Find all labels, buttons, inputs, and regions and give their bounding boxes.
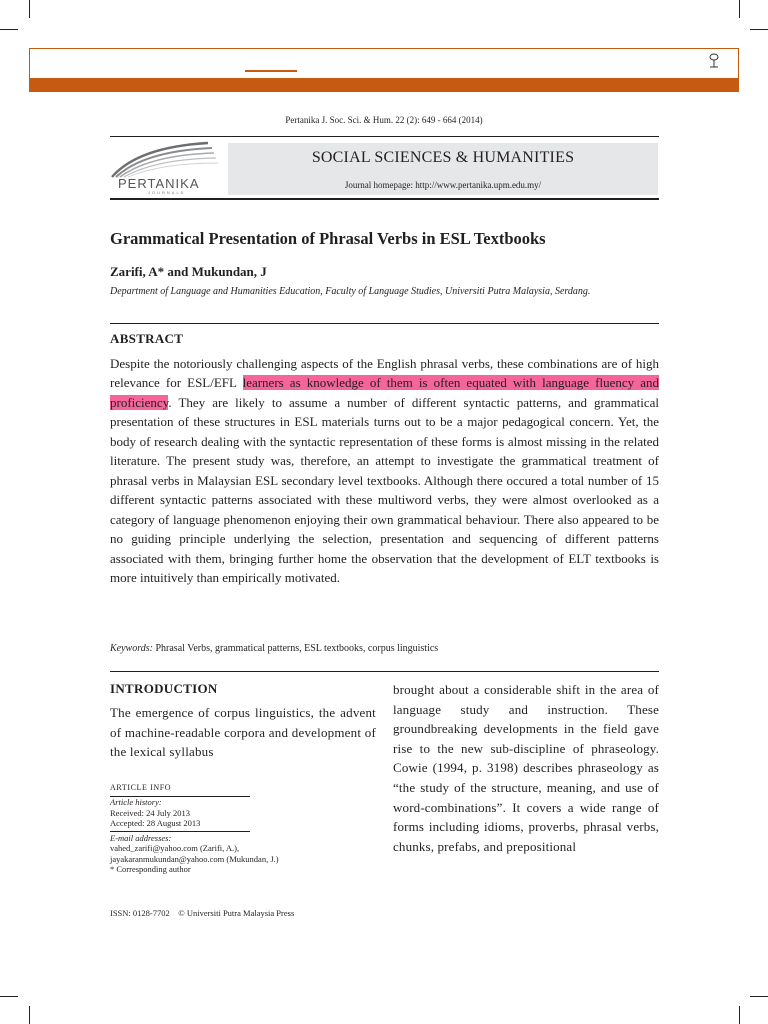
email-mukundan: jayakaranmukundan@yahoo.com (Mukundan, J.)	[110, 853, 279, 864]
paper-authors: Zarifi, A* and Mukundan, J	[110, 264, 267, 279]
header-tick	[245, 70, 297, 72]
header-band	[29, 48, 739, 78]
keywords-rule	[110, 671, 659, 672]
article-info-heading: ARTICLE INFO	[110, 783, 172, 792]
introduction-heading: INTRODUCTION	[110, 681, 218, 696]
abstract-heading: ABSTRACT	[110, 331, 184, 346]
logo-swoosh-icon	[108, 139, 226, 179]
header-rule-bottom	[110, 198, 659, 200]
header-orange-bar	[29, 78, 739, 92]
issn-footer	[110, 908, 294, 918]
abstract-rule	[110, 323, 659, 324]
received-date: Received: 24 July 2013	[110, 807, 191, 818]
journal-banner	[228, 143, 658, 195]
issn: ISSN: 0128-7702	[110, 908, 170, 918]
abstract-text-start: Despite the notoriously challenging aspects of the English phrasal verbs, these combinations are of high relevance for ESL/EFL	[110, 356, 659, 391]
tree-icon	[708, 53, 720, 73]
accepted-date: Accepted: 28 August 2013	[110, 818, 201, 828]
crop-mark-bottom-right	[739, 1006, 740, 1024]
article-info	[110, 797, 279, 875]
article-history-label: Article history:	[110, 797, 162, 807]
crop-mark-top-right	[739, 0, 740, 18]
paper-affiliation: Department of Language and Humanities Education, Faculty of Language Studies, Universiti Putra Malaysia, Serdang.	[110, 286, 591, 297]
abstract-highlight: learners as knowledge of them is often equated with language fluency and proficiency	[110, 375, 659, 410]
keywords-text: Phrasal Verbs, grammatical patterns, ESL textbooks, corpus linguistics	[155, 643, 439, 654]
crop-mark-right-top	[750, 29, 768, 30]
crop-mark-left-top	[0, 29, 18, 30]
keywords	[110, 643, 438, 654]
email-zarifi: vahed_zarifi@yahoo.com (Zarifi, A.),	[110, 843, 240, 853]
crop-mark-left-bottom	[0, 996, 18, 997]
pertanika-logo	[108, 139, 226, 199]
crop-mark-bottom-left	[29, 1006, 30, 1024]
email-rule	[110, 831, 250, 832]
introduction-right-column: brought about a considerable shift in the area of language study and instruction. These groundbreaking developments in the field gave rise to the new sub-discipline of phraseology. Cowie (1994, p. 3198) describes phraseology as “the study of the structure, meaning, and use of word-combinations”. It covers a wide range of forms including idioms, proverbs, phrasal verbs, chunks, prefabs, and prepositional	[393, 682, 659, 854]
introduction-left-column: The emergence of corpus linguistics, the advent of machine-readable corpora and development of the lexical syllabus	[110, 705, 376, 760]
logo-subtitle: JOURNALS	[148, 190, 186, 195]
journal-homepage: Journal homepage: http://www.pertanika.upm.edu.my/	[344, 180, 542, 190]
crop-mark-right-bottom	[750, 996, 768, 997]
abstract-text-end: . They are likely to assume a number of different syntactic patterns, and grammatical presentation of these structures in ESL materials turns out to be a major pedagogical concern. Yet, the body of research dealing with the syntactic representation of these forms is almost missing in the related literature. The present study was, therefore, an attempt to investigate the grammatical treatment of phrasal verbs in Malaysian ESL secondary level textbooks. Although there occured a total number of 15 different syntactic patterns associated with these multiword verbs, they were almost overlooked as a category of language phenomenon enjoying their own grammatical behaviour. There also appeared to be no guiding principle underlying the selection, presentation and sequencing of different patterns associated with them, bringing further home the observation that the development of ELT textbooks is more intuitively than empirically motivated.	[110, 394, 659, 585]
corresponding-author: * Corresponding author	[110, 864, 191, 874]
crop-mark-top-left	[29, 0, 30, 18]
journal-title: SOCIAL SCIENCES & HUMANITIES	[311, 149, 575, 166]
paper-title: Grammatical Presentation of Phrasal Verbs in ESL Textbooks	[110, 229, 546, 248]
email-label: E-mail addresses:	[110, 832, 172, 843]
journal-citation: Pertanika J. Soc. Sci. & Hum. 22 (2): 649 - 664 (2014)	[285, 115, 483, 125]
logo-name: PERTANIKA	[118, 176, 200, 191]
press: © Universiti Putra Malaysia Press	[178, 908, 295, 918]
header-rule-top	[110, 136, 659, 137]
keywords-label: Keywords:	[110, 643, 153, 654]
abstract-text	[110, 354, 659, 587]
